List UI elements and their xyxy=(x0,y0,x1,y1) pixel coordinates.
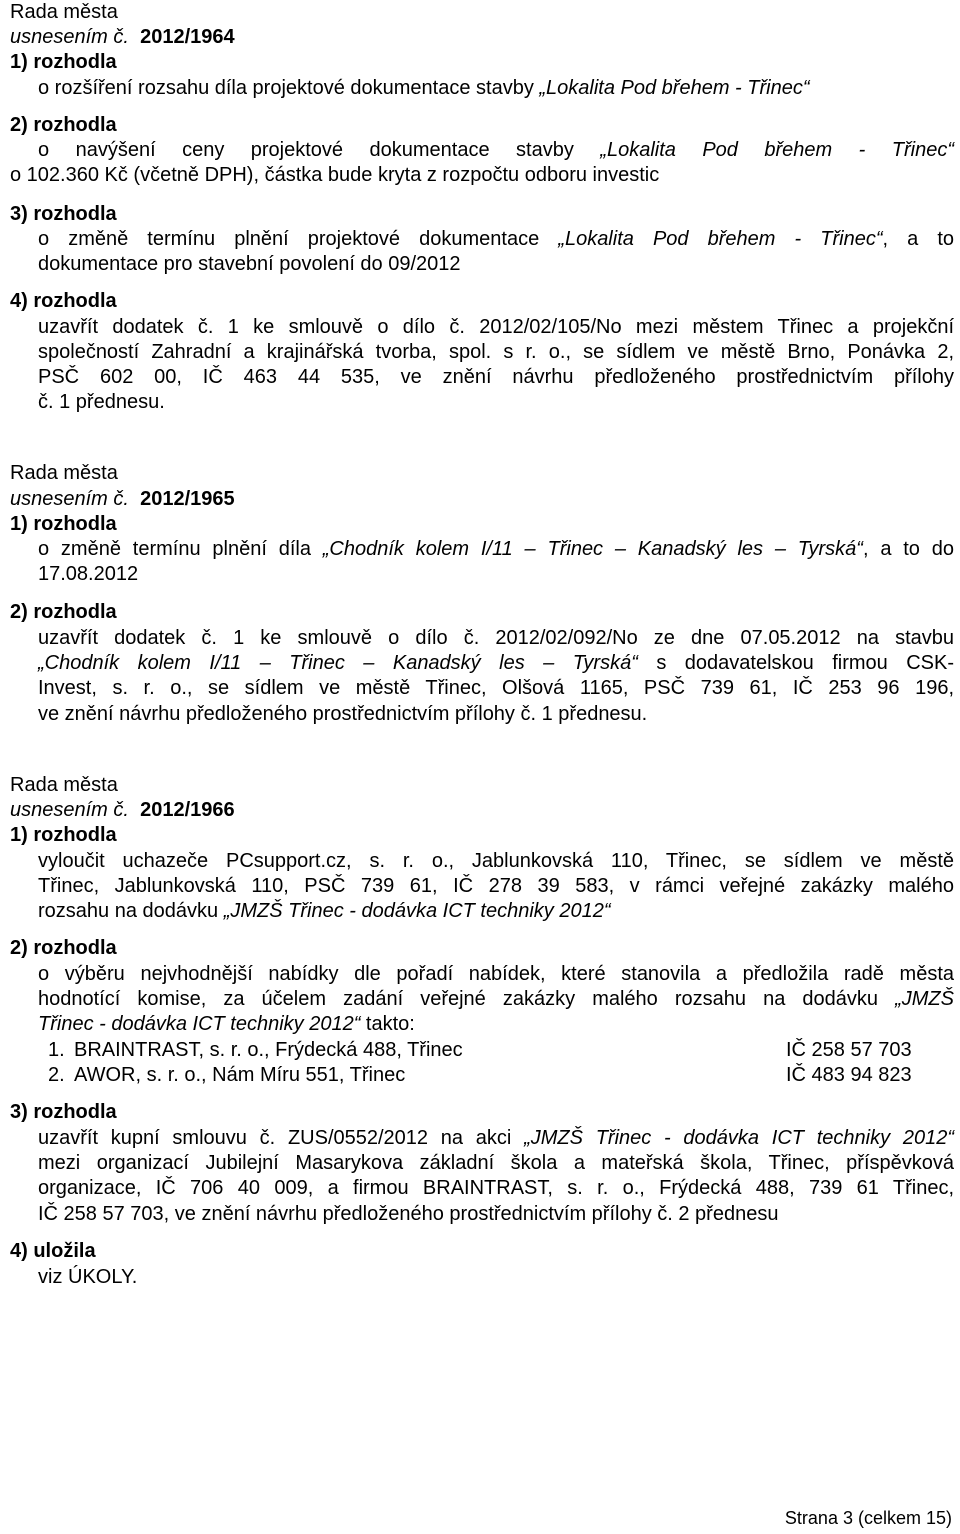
resolution-number-line xyxy=(10,798,235,822)
page-number-footer: Strana 3 (celkem 15) xyxy=(784,1508,952,1528)
council-heading: Rada města xyxy=(10,774,118,796)
item-heading: 1) rozhodla xyxy=(10,51,117,73)
item-text: o rozšíření rozsahu díla projektové dokumentace stavby „Lokalita Pod břehem - Třinec“ xyxy=(38,77,810,99)
item-heading: 2) rozhodla xyxy=(10,601,117,623)
item-heading: 3) rozhodla xyxy=(10,1101,117,1123)
item-text: Třinec - dodávka ICT techniky 2012“ takto: xyxy=(38,1013,415,1035)
item-text: PSČ 602 00, IČ 463 44 535, ve znění návrhu předloženého prostřednictvím přílohy xyxy=(38,366,954,388)
item-text: o 102.360 Kč (včetně DPH), částka bude kryta z rozpočtu odboru investic xyxy=(10,164,660,186)
item-heading: 2) rozhodla xyxy=(10,937,117,959)
item-text: viz ÚKOLY. xyxy=(38,1266,138,1288)
item-text: o změně termínu plnění projektové dokumentace „Lokalita Pod břehem - Třinec“, a to xyxy=(38,228,955,250)
item-text: o výběru nejvhodnější nabídky dle pořadí nabídek, které stanovila a předložila radě města xyxy=(38,963,954,985)
item-text: „Chodník kolem I/11 – Třinec – Kanadský les – Tyrská“ s dodavatelskou firmou CSK- xyxy=(38,652,954,674)
item-text: společností Zahradní a krajinářská tvorba, spol. s r. o., se sídlem ve městě Brno, Ponávka 2, xyxy=(38,341,954,363)
item-text: hodnotící komise, za účelem zadání veřejné zakázky malého rozsahu na dodávku „JMZŠ xyxy=(38,988,954,1010)
item-text: IČ 258 57 703, ve znění návrhu předloženého prostřednictvím přílohy č. 2 přednesu xyxy=(38,1203,779,1225)
council-heading: Rada města xyxy=(10,462,118,484)
item-text: rozsahu na dodávku „JMZŠ Třinec - dodávka ICT techniky 2012“ xyxy=(38,900,611,922)
item-text: Invest, s. r. o., se sídlem ve městě Třinec, Olšová 1165, PSČ 739 61, IČ 253 96 196, xyxy=(38,677,954,699)
resolution-number-line xyxy=(10,487,235,511)
item-text: o změně termínu plnění díla „Chodník kolem I/11 – Třinec – Kanadský les – Tyrská“, a to do xyxy=(38,538,954,560)
council-heading: Rada města xyxy=(10,1,118,23)
list-company: AWOR, s. r. o., Nám Míru 551, Třinec xyxy=(74,1064,406,1086)
item-text: o navýšení ceny projektové dokumentace stavby „Lokalita Pod břehem - Třinec“ xyxy=(38,139,954,161)
item-text: uzavřít kupní smlouvu č. ZUS/0552/2012 na akci „JMZŠ Třinec - dodávka ICT techniky 2012“ xyxy=(38,1127,955,1149)
list-company: BRAINTRAST, s. r. o., Frýdecká 488, Třinec xyxy=(74,1039,463,1061)
item-text: uzavřít dodatek č. 1 ke smlouvě o dílo č. 2012/02/092/No ze dne 07.05.2012 na stavbu xyxy=(38,627,954,649)
item-heading: 1) rozhodla xyxy=(10,824,117,846)
item-text: mezi organizací Jubilejní Masarykova základní škola a mateřská škola, Třinec, příspěvková xyxy=(38,1152,954,1174)
item-text: dokumentace pro stavební povolení do 09/2012 xyxy=(38,253,461,275)
item-heading: 1) rozhodla xyxy=(10,513,117,535)
resolution-label: usnesením č. xyxy=(10,799,129,821)
item-text: uzavřít dodatek č. 1 ke smlouvě o dílo č. 2012/02/105/No mezi městem Třinec a projekční xyxy=(38,316,954,338)
list-number: 1. xyxy=(48,1039,65,1061)
item-text: 17.08.2012 xyxy=(38,563,139,585)
item-heading: 3) rozhodla xyxy=(10,203,117,225)
item-text: Třinec, Jablunkovská 110, PSČ 739 61, IČ 278 39 583, v rámci veřejné zakázky malého xyxy=(38,875,954,897)
item-text: vyloučit uchazeče PCsupport.cz, s. r. o., Jablunkovská 110, Třinec, se sídlem ve městě xyxy=(38,850,954,872)
item-heading: 4) rozhodla xyxy=(10,290,117,312)
resolution-number: 2012/1964 xyxy=(140,26,235,48)
item-text: organizace, IČ 706 40 009, a firmou BRAINTRAST, s. r. o., Frýdecká 488, 739 61 Třinec, xyxy=(38,1177,954,1199)
resolution-number: 2012/1965 xyxy=(140,488,235,510)
list-ic: IČ 258 57 703 xyxy=(786,1039,912,1061)
item-heading: 4) uložila xyxy=(10,1240,96,1262)
resolution-label: usnesením č. xyxy=(10,26,129,48)
item-text: ve znění návrhu předloženého prostřednictvím přílohy č. 1 přednesu. xyxy=(38,703,648,725)
resolution-label: usnesením č. xyxy=(10,488,129,510)
item-heading: 2) rozhodla xyxy=(10,114,117,136)
resolution-number-line xyxy=(10,25,235,49)
list-number: 2. xyxy=(48,1064,65,1086)
resolution-number: 2012/1966 xyxy=(140,799,235,821)
list-ic: IČ 483 94 823 xyxy=(786,1064,912,1086)
item-text: č. 1 přednesu. xyxy=(38,391,165,413)
